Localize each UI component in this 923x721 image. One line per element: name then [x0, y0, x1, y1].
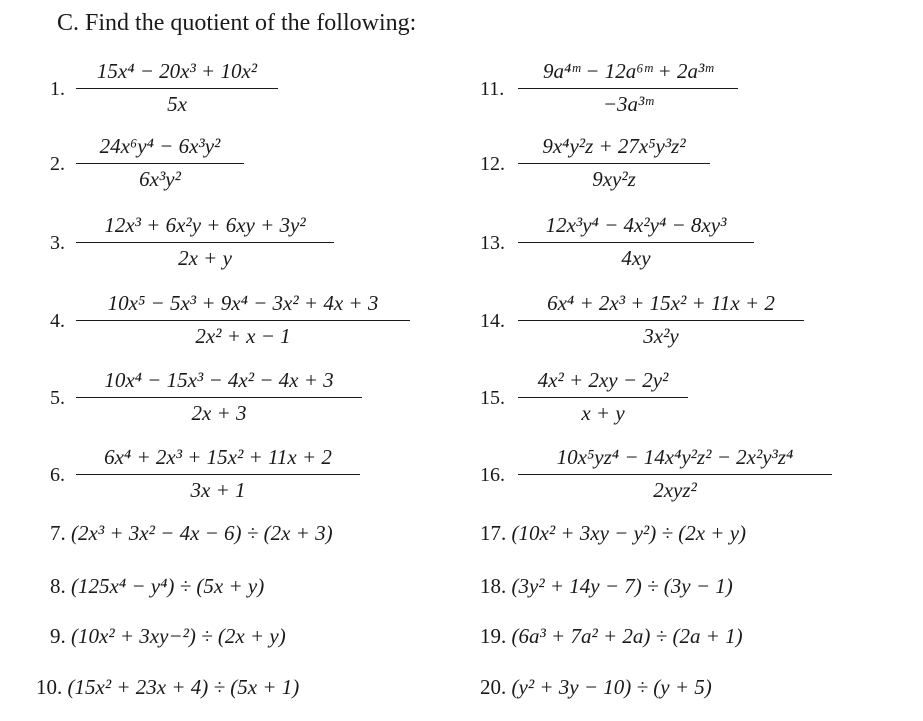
problem-number: 17.: [480, 521, 507, 545]
fraction: [518, 290, 804, 349]
problem-number: 12.: [480, 153, 505, 175]
division-expression: (10x² + 3xy − y²) ÷ (2x + y): [511, 521, 747, 545]
fraction: [518, 444, 832, 503]
numerator: 12x³y⁴ − 4x²y⁴ − 8xy³: [545, 213, 727, 237]
fraction-bar: [518, 320, 804, 321]
problem-number: 18.: [480, 574, 507, 598]
fraction-bar: [76, 163, 244, 164]
fraction-bar: [76, 474, 360, 475]
problem-number: 3.: [50, 232, 65, 254]
fraction: [76, 290, 410, 349]
fraction-bar: [76, 242, 334, 243]
denominator: 2x² + x − 1: [195, 324, 291, 349]
problem-number: 16.: [480, 464, 505, 486]
fraction: [518, 212, 754, 271]
denominator: x + y: [581, 401, 625, 426]
problem-number: 15.: [480, 387, 505, 409]
problem-number: 8.: [50, 574, 66, 598]
fraction-bar: [76, 320, 410, 321]
problem-number: 7.: [50, 521, 66, 545]
problem-number: 9.: [50, 624, 66, 648]
fraction-bar: [518, 474, 832, 475]
fraction-bar: [518, 397, 688, 398]
denominator: 2xyz²: [653, 478, 697, 503]
numerator: 10x⁴ − 15x³ − 4x² − 4x + 3: [104, 368, 334, 392]
problem-number: 4.: [50, 310, 65, 332]
fraction: [76, 58, 278, 117]
denominator: 2x + y: [178, 246, 232, 271]
problem-9: [50, 624, 286, 649]
division-expression: (2x³ + 3x² − 4x − 6) ÷ (2x + 3): [71, 521, 333, 545]
problem-10: [36, 675, 299, 700]
numerator: 4x² + 2xy − 2y²: [537, 368, 669, 392]
section-heading: C. Find the quotient of the following:: [57, 10, 417, 36]
denominator: 3x²y: [643, 324, 679, 349]
denominator: −3a³ᵐ: [602, 92, 654, 117]
denominator: 9xy²z: [592, 167, 636, 192]
problem-8: [50, 574, 264, 599]
fraction: [518, 367, 688, 426]
problem-number: 1.: [50, 78, 65, 100]
problem-number: 2.: [50, 153, 65, 175]
numerator: 6x⁴ + 2x³ + 15x² + 11x + 2: [104, 445, 332, 469]
division-expression: (125x⁴ − y⁴) ÷ (5x + y): [71, 574, 265, 598]
fraction: [76, 367, 362, 426]
fraction: [518, 58, 738, 117]
numerator: 24x⁶y⁴ − 6x³y²: [99, 134, 221, 158]
denominator: 6x³y²: [139, 167, 181, 192]
problem-number: 11.: [480, 78, 505, 100]
numerator: 9x⁴y²z + 27x⁵y³z²: [542, 134, 686, 158]
fraction: [76, 133, 244, 192]
division-expression: (10x² + 3xy−²) ÷ (2x + y): [71, 624, 286, 648]
fraction: [76, 444, 360, 503]
numerator: 10x⁵ − 5x³ + 9x⁴ − 3x² + 4x + 3: [107, 291, 379, 315]
numerator: 9a⁴ᵐ − 12a⁶ᵐ + 2a³ᵐ: [542, 59, 713, 83]
division-expression: (6a³ + 7a² + 2a) ÷ (2a + 1): [511, 624, 743, 648]
fraction-bar: [76, 397, 362, 398]
problem-18: [480, 574, 733, 599]
problem-number: 13.: [480, 232, 505, 254]
problem-7: [50, 521, 333, 546]
fraction-bar: [518, 88, 738, 89]
problem-number: 6.: [50, 464, 65, 486]
numerator: 6x⁴ + 2x³ + 15x² + 11x + 2: [547, 291, 775, 315]
problem-20: [480, 675, 712, 700]
problem-number: 10.: [36, 675, 63, 699]
numerator: 15x⁴ − 20x³ + 10x²: [96, 59, 258, 83]
problem-number: 14.: [480, 310, 505, 332]
numerator: 10x⁵yz⁴ − 14x⁴y²z² − 2x²y³z⁴: [556, 445, 794, 469]
fraction: [518, 133, 710, 192]
division-expression: (15x² + 23x + 4) ÷ (5x + 1): [67, 675, 300, 699]
denominator: 4xy: [621, 246, 651, 271]
fraction-bar: [518, 163, 710, 164]
problem-number: 5.: [50, 387, 65, 409]
problem-number: 19.: [480, 624, 507, 648]
numerator: 12x³ + 6x²y + 6xy + 3y²: [104, 213, 306, 237]
problem-17: [480, 521, 746, 546]
fraction-bar: [518, 242, 754, 243]
denominator: 3x + 1: [190, 478, 246, 503]
fraction: [76, 212, 334, 271]
denominator: 5x: [167, 92, 187, 117]
problem-number: 20.: [480, 675, 507, 699]
fraction-bar: [76, 88, 278, 89]
problem-19: [480, 624, 743, 649]
denominator: 2x + 3: [191, 401, 247, 426]
division-expression: (y² + 3y − 10) ÷ (y + 5): [511, 675, 712, 699]
division-expression: (3y² + 14y − 7) ÷ (3y − 1): [511, 574, 733, 598]
